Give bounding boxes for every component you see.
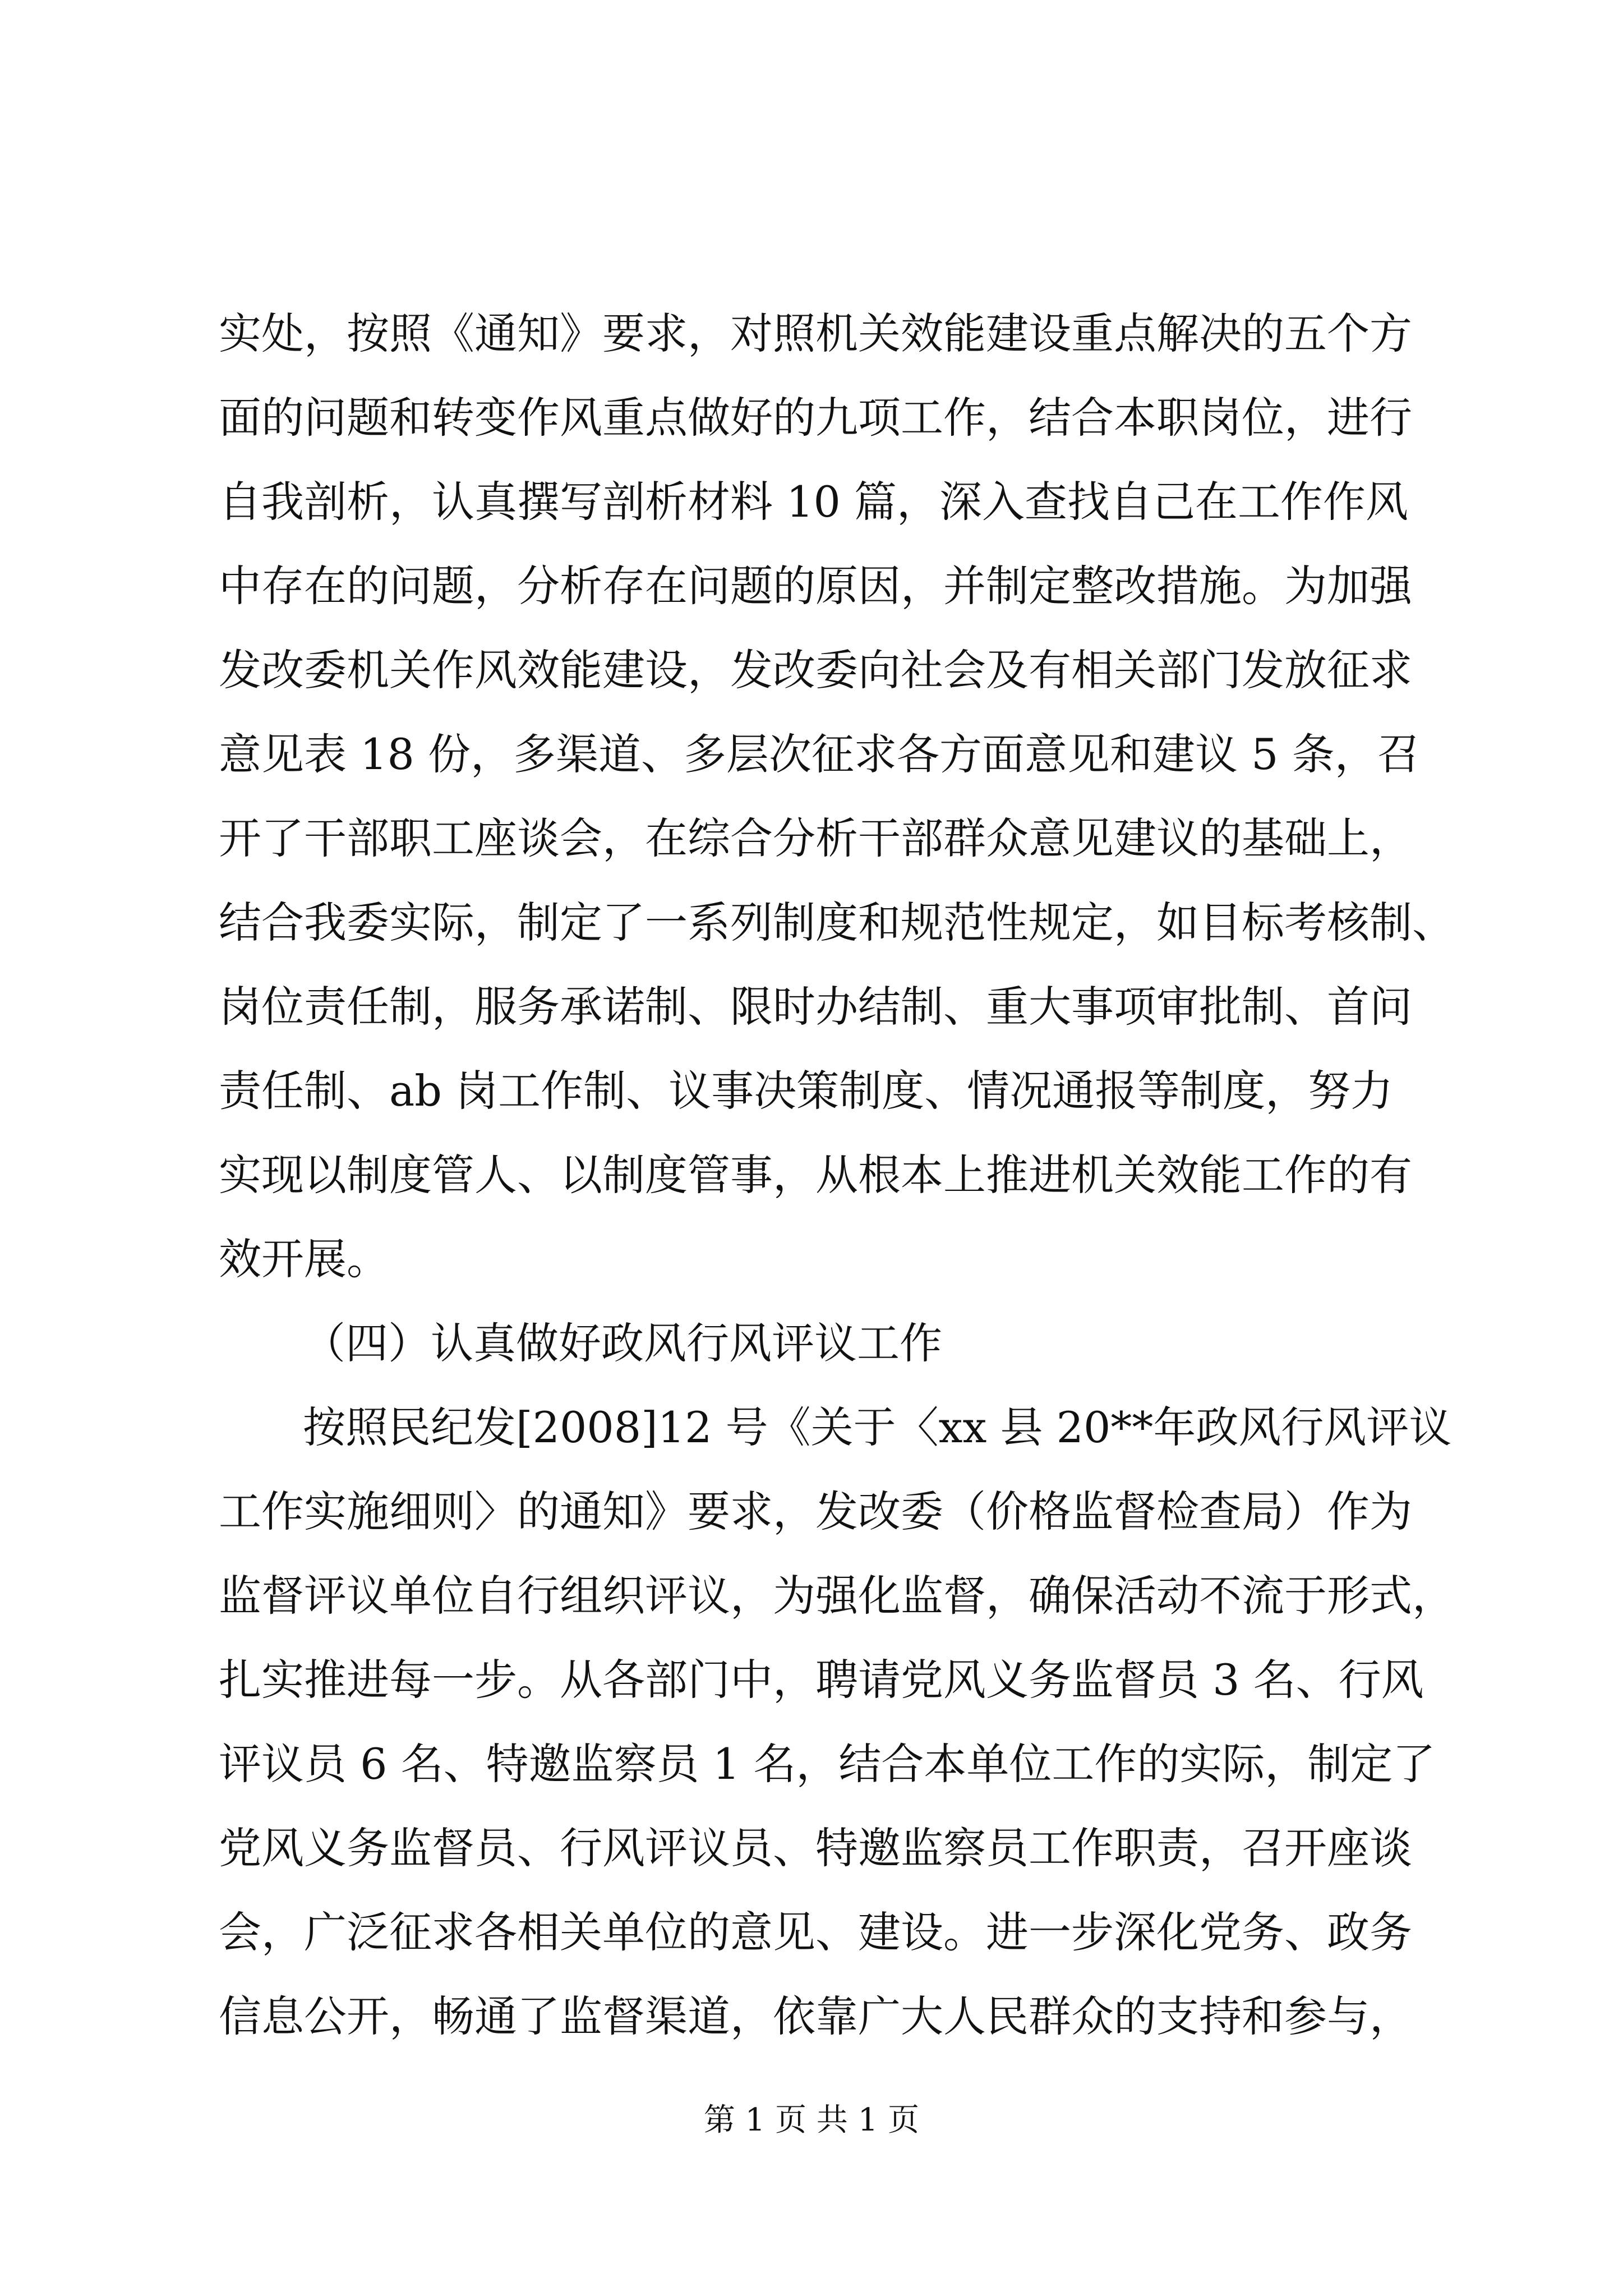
body-line: 发改委机关作风效能建设，发改委向社会及有相关部门发放征求 <box>219 645 1412 695</box>
body-line: 岗位责任制，服务承诺制、限时办结制、重大事项审批制、首问 <box>219 982 1412 1032</box>
section-heading: （四）认真做好政风行风评议工作 <box>303 1318 942 1368</box>
body-line: 结合我委实际，制定了一系列制度和规范性规定，如目标考核制、 <box>219 898 1455 947</box>
body-line: 按照民纪发[2008]12 号《关于〈xx 县 20**年政风行风评议 <box>303 1402 1452 1452</box>
body-line: 扎实推进每一步。从各部门中，聘请党风义务监督员 3 名、行风 <box>219 1655 1424 1705</box>
body-line: 面的问题和转变作风重点做好的九项工作，结合本职岗位，进行 <box>219 393 1412 443</box>
body-line: 开了干部职工座谈会，在综合分析干部群众意见建议的基础上， <box>219 813 1412 863</box>
body-line: 工作实施细则〉的通知》要求，发改委（价格监督检查局）作为 <box>219 1487 1412 1536</box>
body-line: 意见表 18 份，多渠道、多层次征求各方面意见和建议 5 条，召 <box>219 729 1420 779</box>
body-line: 信息公开，畅通了监督渠道，依靠广大人民群众的支持和参与， <box>219 1991 1412 2041</box>
page-footer: 第 1 页 共 1 页 <box>703 2102 920 2138</box>
body-line: 会，广泛征求各相关单位的意见、建设。进一步深化党务、政务 <box>219 1907 1412 1957</box>
body-line: 责任制、ab 岗工作制、议事决策制度、情况通报等制度，努力 <box>219 1066 1394 1116</box>
body-line: 实现以制度管人、以制度管事，从根本上推进机关效能工作的有 <box>219 1150 1412 1200</box>
body-line: 效开展。 <box>219 1234 389 1284</box>
body-line: 评议员 6 名、特邀监察员 1 名，结合本单位工作的实际，制定了 <box>219 1739 1436 1789</box>
body-line: 实处，按照《通知》要求，对照机关效能建设重点解决的五个方 <box>219 309 1412 358</box>
body-line: 中存在的问题，分析存在问题的原因，并制定整改措施。为加强 <box>219 561 1412 611</box>
body-line: 自我剖析，认真撰写剖析材料 10 篇，深入查找自己在工作作风 <box>219 477 1409 527</box>
body-line: 监督评议单位自行组织评议，为强化监督，确保活动不流于形式， <box>219 1571 1455 1621</box>
body-line: 党风义务监督员、行风评议员、特邀监察员工作职责，召开座谈 <box>219 1823 1412 1873</box>
